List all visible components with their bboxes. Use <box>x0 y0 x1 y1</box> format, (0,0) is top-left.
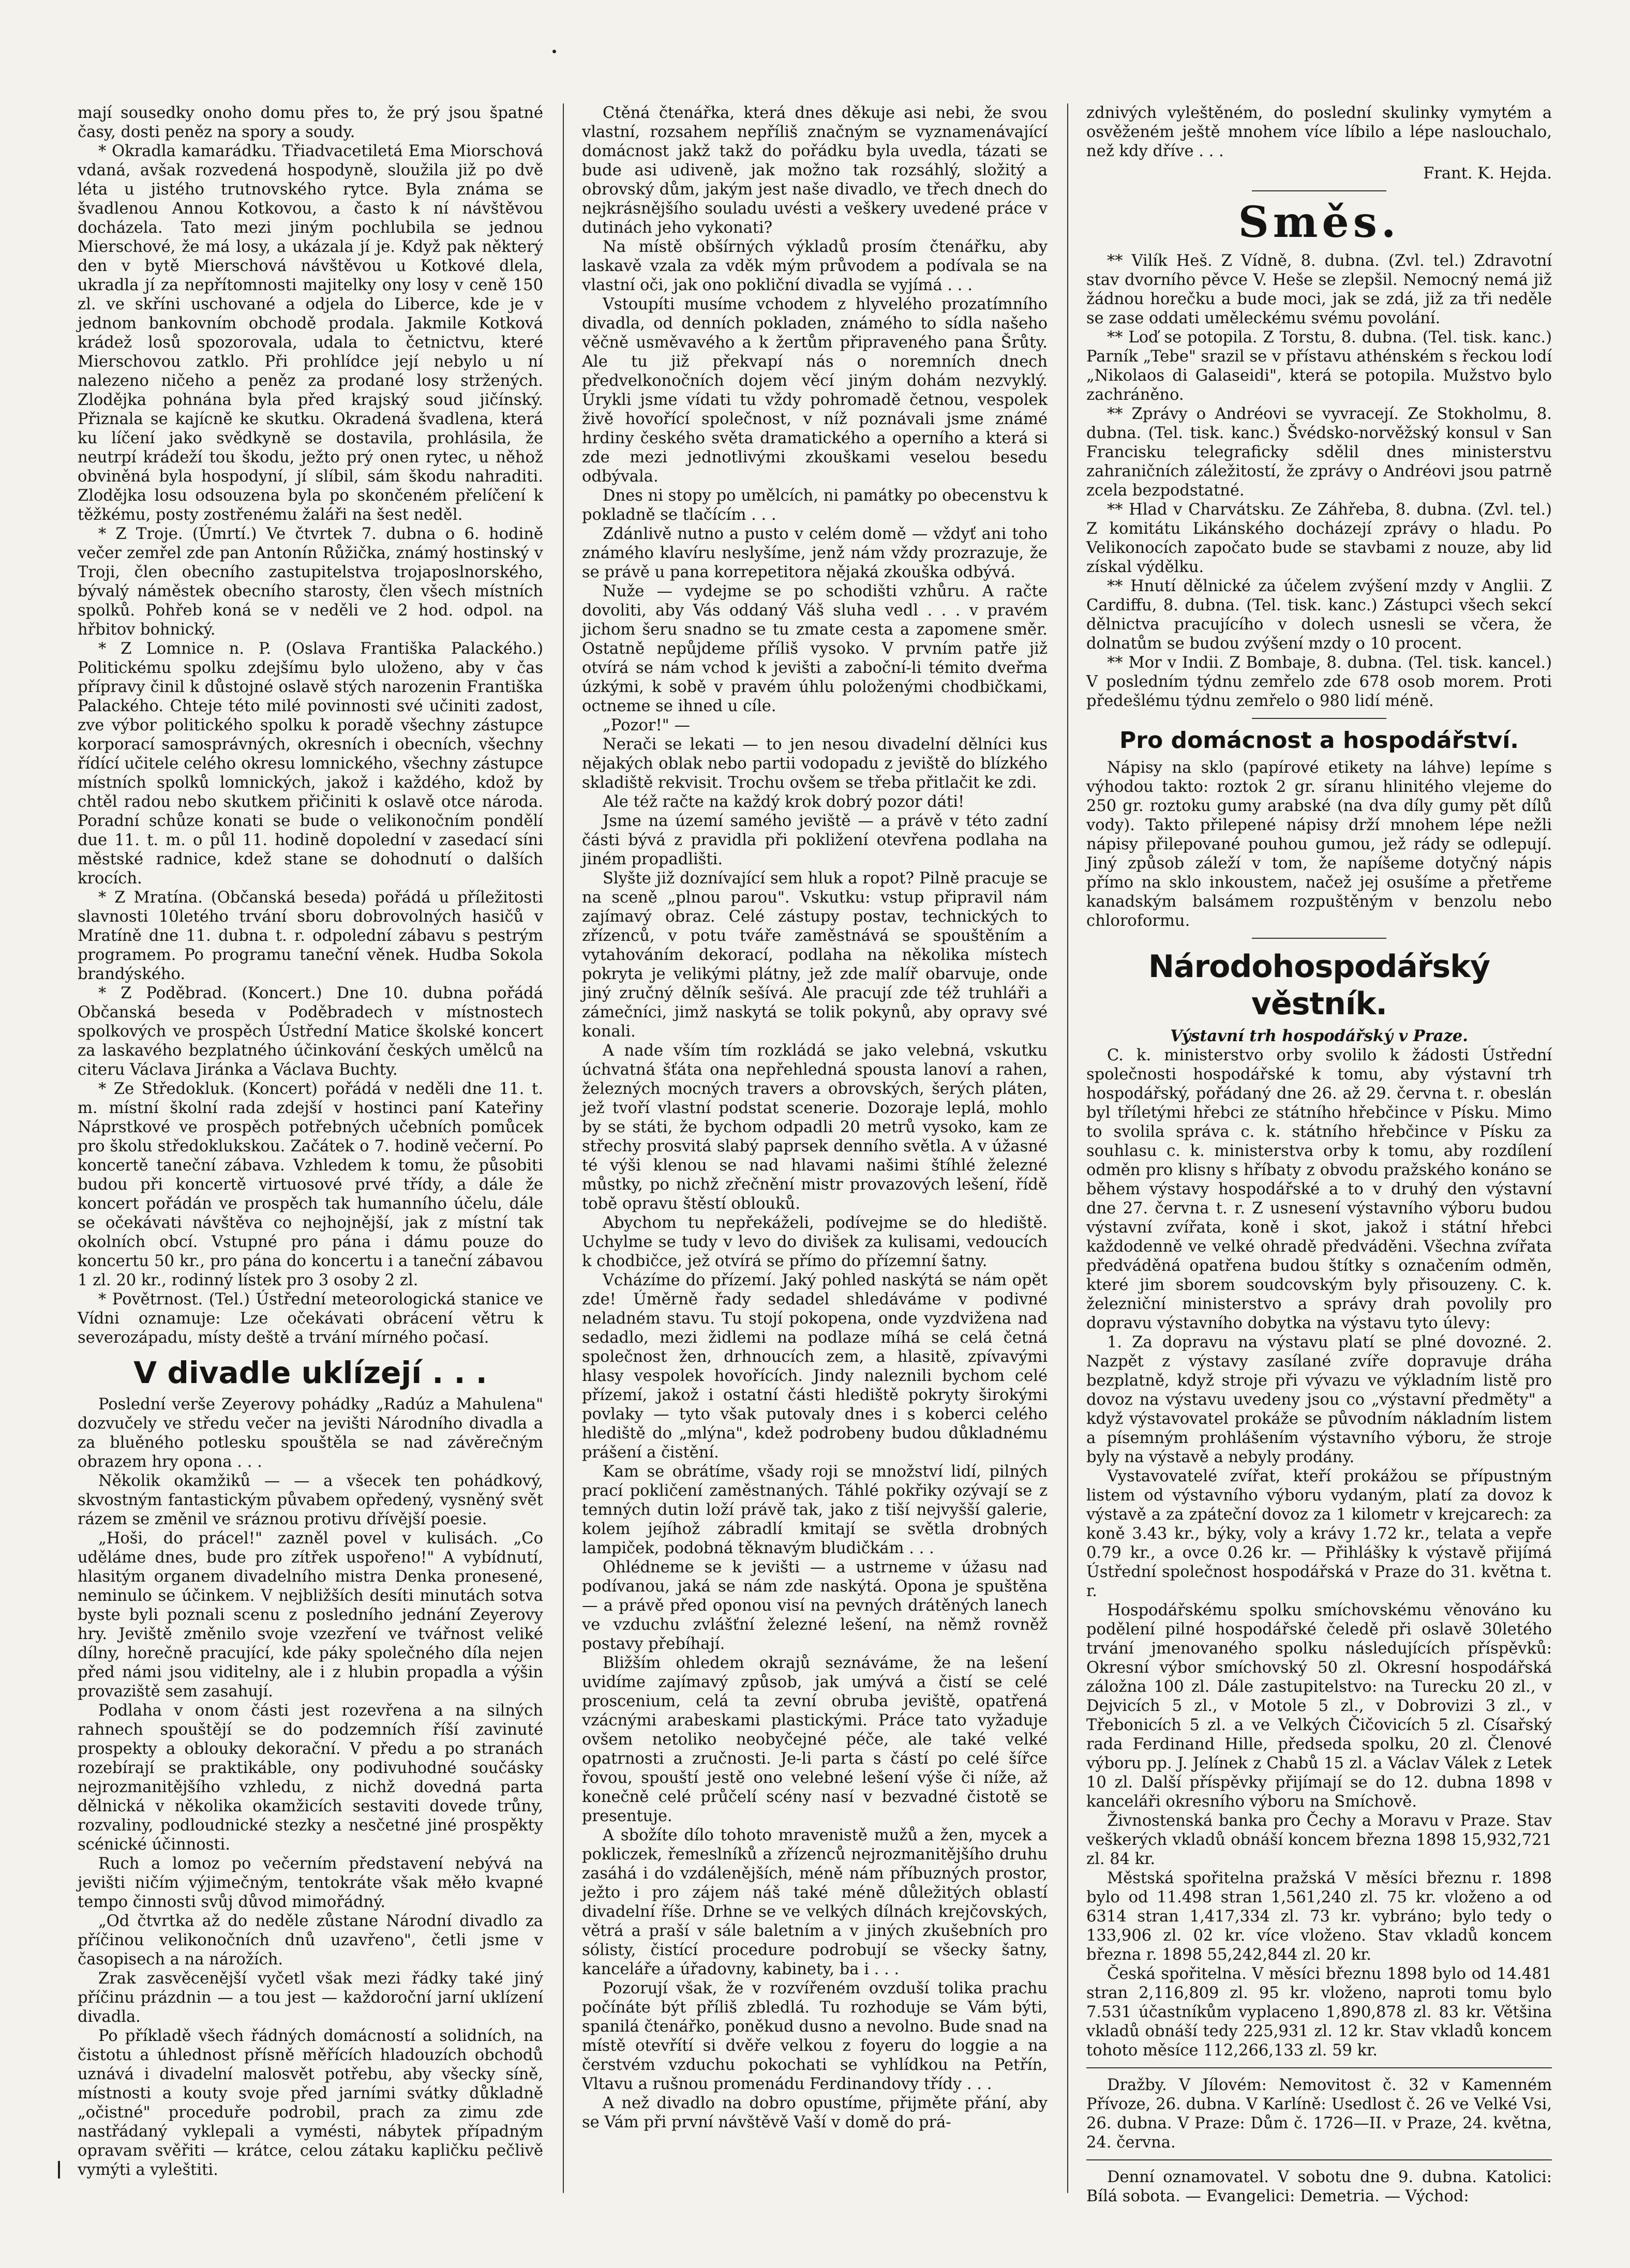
paragraph: „Pozor!" — <box>603 716 690 734</box>
paragraph: Ale též račte na každý krok dobrý pozor dáti! <box>603 793 965 811</box>
paragraph: Živnostenská banka pro Čechy a Moravu v Praze. Stav veškerých vkladů obnáší koncem března 1898 15,932,721 zl. 84 kr. <box>1086 1812 1552 1868</box>
paragraph: Podlaha v onom části jest rozevřena a na silných rahnech spouštějí se do podzemních říší zavinuté prospekty a oblouky dekorační. V předu a po stranách rozebírají se praktikáble, ony podivuhodné součásky nejrozmanitějšího vzhledu, z nichž dovedná parta dělnická v několika okamžicích sestaviti dovede trůny, rozvaliny, podloudnické stezky a nesčetné jiné prospěkty scénické účinnosti. <box>78 1702 543 1854</box>
paragraph: Slyšte již doznívající sem hluk a ropot? Pilně pracuje se na sceně „plnou parou". Vskutku: vstup připravil nám zajímavý obraz. Celé zástupy postav, technických to zřízenců, v potu tváře zaměstnává se spouštěním a vytahováním dekorací, podlaha na několika místech pokryta je velikými plátny, jež zde malíř obarvuje, onde jiný zručný dělník sešívá. Ale pracují zde též truhláři a zámečníci, jimž naskytá se tolik pokynů, aby opravy své konali. <box>582 869 1048 1041</box>
paragraph: mají sousedky onoho domu přes to, že prý jsou špatné časy, dosti peněz na spory a soudy. <box>78 104 543 141</box>
section-heading-smes: Směs. <box>1238 198 1400 247</box>
paragraph: A sbožíte dílo tohoto mravenistě mužů a žen, mycek a pokliczek, řemeslníků a zřízenců nejrozmanitějšího druhu zasáhá i do vzdálenějších, méně nám příbuzných prostor, ježto i pro zájem náš také méně důležitých oblastí divadelní říše. Drhne se ve velkých dílnách krejčovských, větrá a praší v sále baletním a v jiných zkušebních pro sólisty, čistící procedure podrobují se všecky šatny, kanceláře a úřadovny, kabinety, ba i . . . <box>582 1826 1048 1978</box>
news-item: ** Hlad v Charvátsku. Ze Záhřeba, 8. dubna. (Zvl. tel.) Z komitátu Likánského docházejí zprávy o hladu. Po Velikonocích započato bude se stavbami z nouze, aby lid získal výdělku. <box>1086 501 1552 576</box>
paragraph: zdnivých vyleštěném, do poslední skulinky vymytém a osvěženém ještě mnohem více líbilo a lépe naslouchalo, než kdy dříve . . . <box>1086 104 1552 160</box>
paragraph: Několik okamžiků — — a všecek ten pohádkový, skvostným fantastickým půvabem opředený, vysněný svět rázem se změnil ve sráznou protivu dřívější poesie. <box>78 1472 543 1528</box>
news-item: * Z Troje. (Úmrtí.) Ve čtvrtek 7. dubna o 6. hodině večer zemřel zde pan Antonín Růžička, známý hostinský v Troji, člen obecního zastupitelstva trojaposlnorského, bývalý náměstek obecního starosty, člen všech místních spolků. Pohřeb koná se v neděli ve 2 hod. odpol. na hřbitov bohnický. <box>78 525 543 639</box>
column-3 <box>1086 103 1552 2205</box>
paragraph: Nerači se lekati — to jen nesou divadelní dělníci kus nějakých oblak nebo partii vodopadu z jeviště do blízkého skladiště rekvisit. Trochu ovšem se třeba přitlačit ke zdi. <box>582 735 1048 792</box>
paragraph: Po příkladě všech řádných domácností a solidních, na čistotu a úhlednost přísně měřících hladouzích obchodů uznává i divadelní malosvět potřebu, aby všecky síně, místnosti a kouty svoje před jarními svátky důkladně „očistné" proceduře podrobil, prach za zimu zde nastřádaný vyklepali a vymésti, nábytek případným opravam svěřiti — krátce, celou zátaku kapličku pečlivě vymýti a vyleštiti. <box>78 2027 543 2179</box>
auctions-notice: Dražby. V Jílovém: Nemovitost č. 32 v Kamenném Přívoze, 26. dubna. V Karlíně: Usedlost č. 26 ve Velké Vsi, 26. dubna. V Praze: Dům č. 1726—II. v Praze, 24. května, 24. června. <box>1086 2076 1552 2152</box>
paragraph: „Hoši, do prácel!" zazněl povel v kulisách. „Co uděláme dnes, bude pro zítřek uspořeno!" A vybídnutí, hlasitým organem divadelního mistra Denka pronesené, neminulo se účinkem. V nejbližších desíti minutách sotva byste byli poznali scenu z posledního jednání Zeyerovy hry. Jeviště změnilo svoje vzezření ve tvářnost veliké dílny, horečně pracující, kde páky společného díla nejen před námi jsou viditelny, ale i z hlubin propadla a výšin provaziště sem zasahují. <box>78 1529 543 1701</box>
news-item: ** Mor v Indii. Z Bombaje, 8. dubna. (Tel. tisk. kancel.) V posledním týdnu zemřelo zde 678 osob morem. Proti předešlému týdnu zemřelo o 980 lidí méně. <box>1086 654 1552 710</box>
column-rule <box>1067 103 1068 2193</box>
paragraph: Jsme na území samého jeviště — a právě v této zadní části bývá z pravidla při pokližení otevřena podlaha na jiném propadlišti. <box>582 812 1048 868</box>
news-item: * Okradla kamarádku. Třiadvacetiletá Ema Miorschová vdaná, avšak rozvedená hospodyně, sloužila již po dvě léta u jistého trutnovského rytce. Byla známa se švadlenou Annou Kotkovou, a často k ní návštěvou docházela. Tato mezi jiným pochlubila se jednou Mierschové, že má losy, a ukázala jí je. Když pak některý den v bytě Mierschová návštěvou u Kotkové dlela, ukradla jí za nepřítomnosti majitelky ony losy v ceně 150 zl. ve skříni uschované a odjela do Liberce, kde je v jednom bankovním obchodě prodala. Jakmile Kotková krádež losů spozorovala, udala to četnictvu, které Mierschovou zatklo. Při prohlídce její nebylo u ní nalezeno ničeho a peněz za prodané losy stržených. Zlodějka pohnána byla před krajský soud jičínský. Přiznala se kajícně ke skutku. Okradená švadlena, která ku líčení jako svědkyně se dostavila, prohlásila, že neutrpí krádeží tou škodu, ježto prý onen rytec, u něhož obviněná byla hospodyní, jí slíbil, sám škodu nahraditi. Zlodějka losu odsouzena byla po skončeném přelíčení k těžkému, posty zostřenému žaláři na šest neděl. <box>78 142 543 524</box>
paragraph: Abychom tu nepřekáželi, podívejme se do hlediště. Uchylme se tudy v levo do divišek za kulisami, vedoucích k chodbičce, jež otvírá se přímo do přízemní šatny. <box>582 1214 1048 1270</box>
paragraph: „Od čtvrtka až do neděle zůstane Národní divadlo za příčinou velikonočních dnů uzavřeno", četli jsme v časopisech a na nárožích. <box>78 1912 543 1969</box>
paragraph: Pozorují však, že v rozvířeném ovzduší tolika prachu počínáte být příliš zbledlá. Tu rozhoduje se Vám býti, spanilá čtenářko, poněkud dusno a nevolno. Bude snad na místě otevřítí si dvěře velkou z foyeru do loggie a na čerstvém vzduchu pokochati se vyhlídkou na Petřín, Vltavu a rušnou promenádu Ferdinandovy třídy . . . <box>582 1979 1048 2093</box>
news-item: ** Vilík Heš. Z Vídně, 8. dubna. (Zvl. tel.) Zdravotní stav dvorního pěvce V. Heše se zlepšil. Nemocný nemá již žádnou horečku a bude moci, jak se zdá, již za tři neděle se zase oddati uměleckému svému povolání. <box>1086 252 1552 327</box>
divider <box>1252 718 1386 719</box>
divider <box>1252 938 1386 939</box>
divider <box>1086 2159 1552 2160</box>
paragraph: Nápisy na sklo (papírové etikety na láhve) lepíme s výhodou takto: roztok 2 gr. síranu hlinitého vlejeme do 250 gr. roztoku gumy arabské (na dva díly gumy pět dílů vody). Takto přilepené nápisy drží mnohem lépe nežli nápisy přilepované pouhou gumou, jež rády se odlepují. Jiný způsob záleží v tom, že napíšeme dotyčný nápis přímo na sklo inkoustem, načež jej osušíme a přetřeme kanadským balsámem rozpuštěným v benzolu nebo chloroformu. <box>1086 759 1552 930</box>
divider <box>1086 2067 1552 2068</box>
paragraph: Poslední verše Zeyerovy pohádky „Radúz a Mahulena" dozvučely ve středu večer na jevišti Národního divadla a za bluěného potlesku spouštěla se nad závěrečným obrazem hry opona . . . <box>78 1395 543 1471</box>
paragraph: 1. Za dopravu na výstavu platí se plné dovozné. 2. Nazpět z výstavy zasílané zvíře dopravuje dráha bezplatně, když stroje při vývazu ve výkladním listě pro dovoz na výstavu uvedeny jsou co „výstavní předměty" a když výstavovatel prokáže se původním nákladním listem a písemným prohlášením výstavního výboru, že stroje byly na výstavě a nebyly prodány. <box>1086 1333 1552 1466</box>
paragraph: Na místě obšírných výkladů prosím čtenářku, aby laskavě vzala za vděk mým průvodem a podívala se na vlastní oči, jak ono pokliční divadla se vyjímá . . . <box>582 238 1048 294</box>
paragraph: C. k. ministerstvo orby svolilo k žádosti Ústřední společnosti hospodářské k tomu, aby výstavní trh hospodářský, pořádaný dne 26. až 29. června t. r. obeslán byl tříletými hřebci ze státního hřebčince v Písku. Mimo to svolila správa c. k. státního hřebčince v Písku za souhlasu c. k. ministerstva orby k tomu, aby rozdílení odměn pro klisny s hříbaty z obvodu pražského konáno se během výstavy hospodářské a to v druhý den výstavní dne 27. června t. r. Z usnesení výstavního výboru budou výstavní zvířata, koně i skot, jakož i státní hřebci každodenně ve velké ohradě předváděni. Všechna zvířata předváděná opatřena budou štítky s označením odměn, které jim sborem soudcovským byly přisouzeny. C. k. železniční ministerstvo a správy drah povolily pro dopravu výstavního dobytka na výstavu tyto úlevy: <box>1086 1046 1552 1332</box>
news-item: * Ze Středokluk. (Koncert) pořádá v neděli dne 11. t. m. místní školní rada zdejší v hostinci paní Kateřiny Náprstkové ve prospěch potřebných učebních pomůcek pro školu středoklukskou. Začátek o 7. hodině večerní. Po koncertě taneční zábava. Vzhledem k tomu, že působiti budou při koncertě virtuosové prvé třídy, a dále že koncert pořádán ve prospěch tak humanního účelu, dále se očekávati návštěva co nejhojnější, jak z místní tak okolních obcí. Vstupné pro pána i dámu pouze do koncertu 50 kr., pro pána do koncertu i a taneční zábavou 1 zl. 20 kr., rodinný lístek pro 3 osoby 2 zl. <box>78 1080 543 1289</box>
paragraph: A než divadlo na dobro opustíme, přijměte přání, aby se Vám při první návštěvě Vaší v domě do prá- <box>582 2094 1048 2131</box>
news-item: ** Zprávy o Andréovi se vyvracejí. Ze Stokholmu, 8. dubna. (Tel. tisk. kanc.) Švédsko-norvěžský konsul v San Francisku telegraficky sdělil dnes ministerstvu zahraničních záležitostí, že zprávy o Andréovi jsou patrně zcela bezpodstatné. <box>1086 405 1552 500</box>
news-item: * Povětrnost. (Tel.) Ústřední meteorologická stanice ve Vídni oznamuje: Lze očekávati obrácení větru k severozápadu, místy deště a trvání mírného počasí. <box>78 1290 543 1347</box>
section-heading-vestnik: Národohospodářský věstník. <box>1148 949 1490 1022</box>
newspaper-page <box>78 103 1552 2205</box>
column-2 <box>582 103 1048 2193</box>
page-dot <box>552 50 556 53</box>
paragraph: Vystavovatelé zvířat, kteří prokážou se přípustným listem od výstavního výboru vydaným, platí za dovoz k výstavě a za zpáteční dovoz za 1 kilometr v krejcarech: za koně 3.43 kr., býky, voly a krávy 1.72 kr., telata a vepře 0.79 kr., a ovce 0.26 kr. — Přihlášky k výstavě přijímá Ústřední společnost hospodářská v Praze do 31. května t. r. <box>1086 1467 1552 1600</box>
column-1 <box>78 103 543 2193</box>
news-item: * Z Poděbrad. (Koncert.) Dne 10. dubna pořádá Občanská beseda v Poděbradech v místnostech spolkových ve prospěch Ústřední Matice školské koncert za laskavého bezplatného účinkování českých umělců na citeru Václava Jiránka a Václava Buchty. <box>78 984 543 1079</box>
news-item: * Z Mratína. (Občanská beseda) pořádá u příležitosti slavnosti 10letého trvání sboru dobrovolných hasičů v Mratíně dne 11. dubna t. r. odpolední zábavu s pestrým programem. Po programu taneční věnek. Hudba Sokola brandýského. <box>78 889 543 983</box>
paragraph: Nuže — vydejme se po schodišti vzhůru. A račte dovoliti, aby Vás oddaný Váš sluha vedl . . . v pravém jichom šeru snadno se tu zmate cesta a zapomene směr. Ostatně nepůjdeme příliš vysoko. V prvním patře již otvírá se nám vchod k jevišti a zaboční-li témito dveřma úzkými, k sobě v pravém úhlu položenými chodbičkami, octneme se ihned u cíle. <box>582 582 1048 715</box>
paragraph: Hospodářskému spolku smíchovskému věnováno ku podělení pilné hospodářské čeledě při oslavě 30letého trvání jmenovaného spolku následujících příspěvků: Okresní výbor smíchovský 50 zl. Okresní hospodářská záložna 100 zl. Dále zastupitelstvo: na Turecku 20 zl., v Dejvicích 5 zl., v Motole 5 zl., v Dobrovizi 3 zl., v Třebonicích 5 zl. a ve Velkých Čičovicích 5 zl. Císařský rada Ferdinand Hille, předseda spolku, 20 zl. Členové výboru pp. J. Jelínek z Chabů 15 zl. a Václav Válek z Letek 10 zl. Další příspěvky přijímají se do 12. dubna 1898 v kanceláři okresního výboru na Smíchově. <box>1086 1601 1552 1811</box>
paragraph: Ohlédneme se k jevišti — a ustrneme v úžasu nad podívanou, jaká se nám zde naskýtá. Opona je spuštěna — a právě před oponou visí na pevných drátěných lanech ve vzduchu zvlášťní železné lešení, na němž rovněž postavy přebíhají. <box>582 1558 1048 1653</box>
column-rule <box>563 103 564 2193</box>
section-heading-home: Pro domácnost a hospodářství. <box>1119 727 1519 754</box>
margin-mark <box>58 2161 60 2179</box>
paragraph: Ctěná čtenářka, která dnes děkuje asi nebi, že svou vlastní, rozsahem nepříliš značným se vyznamenávající domácnost jakž takž do pořádku byla uvedla, tázati se bude asi udiveně, jak možno tak rozsáhlý, složitý a obrovský dům, jakým jest naše divadlo, ve třech dnech do nejkrásnějšího souladu uvésti a veškery uvedené práce v dutinách jeho vykonati? <box>582 104 1048 237</box>
news-item: ** Loď se potopila. Z Torstu, 8. dubna. (Tel. tisk. kanc.) Parník „Tebe" srazil se v přístavu athénském s řeckou lodí „Nikolaos di Galaseidi", která se potopila. Mužstvo bylo zachráněno. <box>1086 328 1552 404</box>
article-heading: V divadle uklízejí . . . <box>133 1355 487 1390</box>
paragraph: Dnes ni stopy po umělcích, ni památky po obecenstvu k pokladně se tlačícím . . . <box>582 487 1048 524</box>
paragraph: Zdánlivě nutno a pusto v celém domě — vždyť ani toho známého klavíru neslyšíme, jenž nám vždy prozrazuje, že se právě u pana korrepetitora nějaká zkouška odbývá. <box>582 525 1048 581</box>
paragraph: Česká spořitelna. V měsíci březnu 1898 bylo od 14.481 stran 2,116,809 zl. 95 kr. vloženo, naproti tomu bylo 7.531 účastníkům vyplaceno 1,890,878 zl. 83 kr. Většina vkladů obnáší tedy 225,931 zl. 12 kr. Stav vkladů koncem tohoto měsíce 112,266,133 zl. 59 kr. <box>1086 1965 1552 2060</box>
subheading: Výstavní trh hospodářský v Praze. <box>1170 1027 1468 1045</box>
news-item: ** Hnutí dělnické za účelem zvýšení mzdy v Anglii. Z Cardiffu, 8. dubna. (Tel. tisk. kanc.) Zástupci všech sekcí dělnictva pracujícího v dolech usnesli se včera, že dolnatům se budou zvýšení mzdy o 10 procent. <box>1086 577 1552 653</box>
paragraph: Bližším ohledem okrajů seznáváme, že na lešení uvidíme zajímavý způsob, jak umývá a čistí se celé proscenium, celá ta zevní obruba jeviště, opatřená vzácnými arabeskami plastickými. Práce tato vyžaduje ovšem netoliko neobyčejné péče, ale také velké opatrnosti a zručnosti. Je-li parta s částí po celé šířce řovou, spouští jestě ono velebné lešení výše či níže, až konečně celé průčelí scény nasí v bezvadné čistotě se presentuje. <box>582 1654 1048 1825</box>
paragraph: Městská spořitelna pražská V měsíci březnu r. 1898 bylo od 11.498 stran 1,561,240 zl. 75 kr. vloženo a od 6314 stran 1,417,334 zl. 73 kr. vybráno; bylo tedy o 133,906 zl. 02 kr. více vloženo. Stav vkladů koncem března r. 1898 55,242,844 zl. 20 kr. <box>1086 1869 1552 1964</box>
daily-notice: Denní oznamovatel. V sobotu dne 9. dubna. Katolici: Bílá sobota. — Evangelici: Demetria. — Východ: <box>1086 2168 1552 2205</box>
paragraph: A nade vším tím rozkládá se jako velebná, vskutku úchvatná šťáta ona nepřehledná spousta lanoví a rahen, železných mocných travers a obrovských, šerých pláten, jež tvoří vlastní podstat scenerie. Dozoraje leplá, mohlo by se státi, že bychom odpadli 20 metrů vysoko, kam ze střechy prosvitá slabý paprsek denního světla. A v úžasné té výši klenou se nad hlavami našimi štíhlé železné můstky, po nichž zřečnění mistr provazových lešení, řídě tobě opravu štěstí oblouků. <box>582 1042 1048 1213</box>
paragraph: Ruch a lomoz po večerním představení nebývá na jevišti ničím výjimečným, tentokráte však měło kvapné tempo činnosti svůj důvod mimořádný. <box>78 1855 543 1911</box>
news-item: * Z Lomnice n. P. (Oslava Františka Palackého.) Politickému spolku zdejšímu bylo uloženo, aby v čas přípravy činil k důstojné oslavě stých narozenin Františka Palackého. Chteje této milé povinnosti své učiniti zadost, zve výbor politického spolku k poradě všechny zástupce korporací samosprávných, okresních i obecních, všechny řídící učitele celého okresu lomnického, všechny zástupce místních spolků lomnických, jakož i každého, kdož by chtěl radou nebo skutkem přičiniti k oslavě otce národa. Poradní schůze konati se bude o velikonočním pondělí due 11. t. m. o půl 11. hodině dopolední v zasedací síni městské radnice, kdež stane se dohodnutí o dalších krocích. <box>78 640 543 888</box>
paragraph: Vcházíme do přízemí. Jaký pohled naskýtá se nám opět zde! Úměrně řady sedadel shledáváme v podivné neladném stavu. Tu stojí pokopena, onde vyzdviženа nad sedadlo, mezi židlemi na podlaze míhá se celá četná společnost žen, drhnoucích zem, a hlasitě, zpívavými hlasy vespolek hovořících. Jindy naleznili bychom celé přízemí, jakož i ostatní části hlediště pokryty širokými povlaky — tyto však putovaly dnes i s koberci celého hlediště do „mlýna", kdež podrobeny budou důkladnému prášení a čistění. <box>582 1271 1048 1462</box>
paragraph: Kam se obrátíme, všady roji se množství lidí, pilných prací pokličení zaměstnaných. Táhlé pokřiky ozývají se z temných dutin loží právě tak, jako z tiší nejvyšší galerie, kolem jejíhož zábradlí kmitají se světla drobných lampiček, podobná těknavým bludičkám . . . <box>582 1463 1048 1557</box>
divider <box>1252 190 1386 191</box>
paragraph: Zrak zasvěcenější vyčetl však mezi řádky také jiný příčinu prázdnin — a tou jest — každoroční jarní uklízení divadla. <box>78 1970 543 2026</box>
author-signature: Frant. K. Hejda. <box>1423 164 1552 183</box>
paragraph: Vstoupíti musíme vchodem z hlyvelého prozatímního divadla, od denních pokladen, známého to sídla našeho věčně usměvavého a k žertům připraveného pana Šrůty. Ale tu již překvapí nás o noremních dnech předvelkonočních dojem věcí jiným dohám nezvyklý. Úrykli jsme vídati tu vždy pohromadě četnou, vespolek živě hovořící společnost, v níž poznávali jsme známé hrdiny českého světa dramatického a operního a která si zde mezi jednotlivými zkouškami veselou besedu odbývala. <box>582 295 1048 486</box>
